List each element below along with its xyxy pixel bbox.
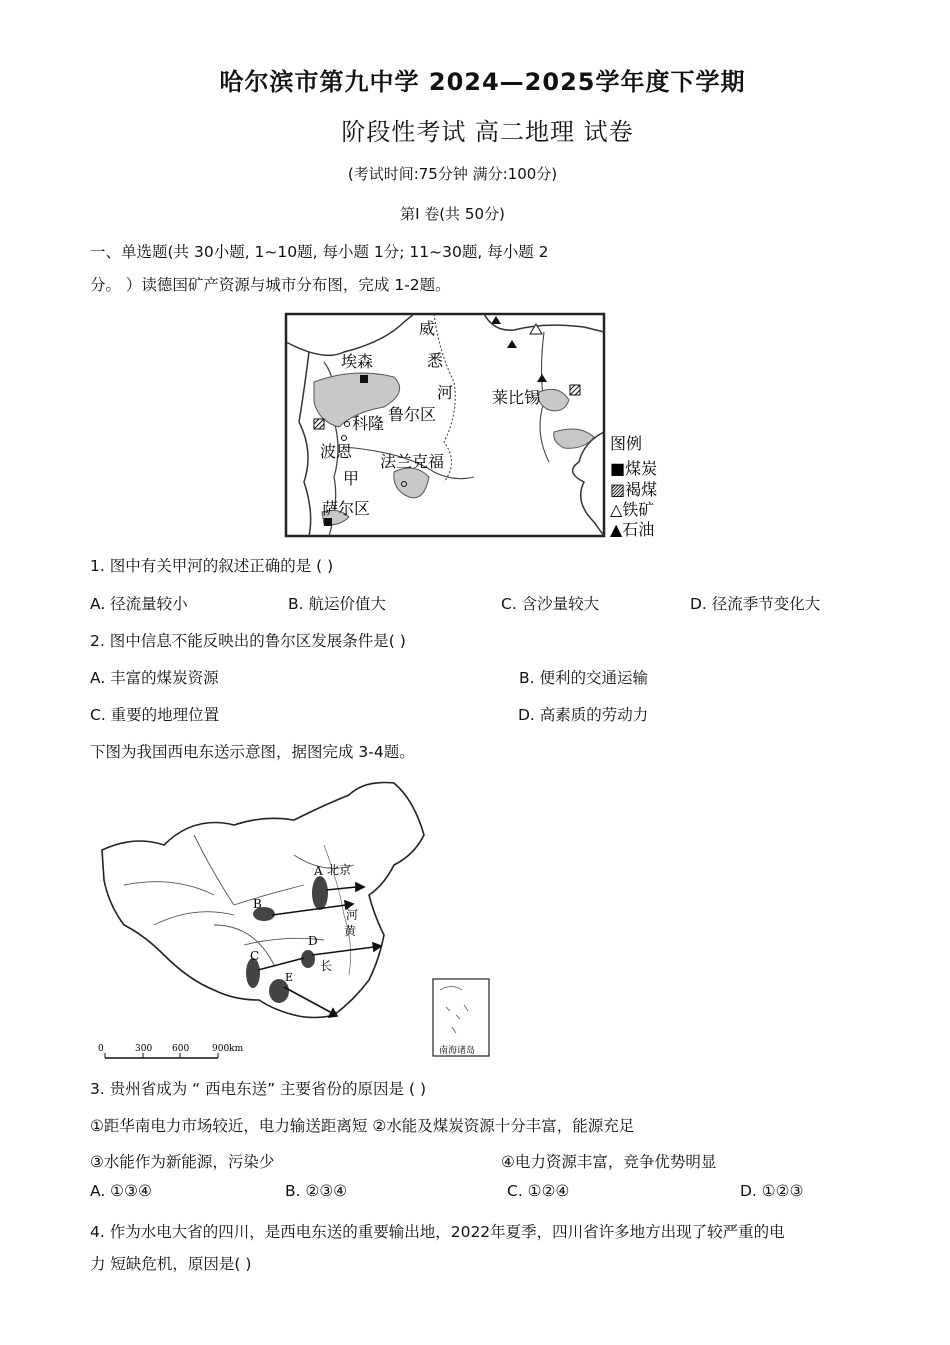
q3-option-a[interactable]: A. ①③④	[90, 1182, 152, 1200]
map-label-ruer: 鲁尔区	[388, 405, 437, 424]
q2-option-b[interactable]: B. 便利的交通运输	[519, 669, 648, 687]
legend-title: 图例	[610, 434, 643, 453]
section-instructions-line2: 分。 ）读德国矿产资源与城市分布图，完成 1-2题。	[90, 276, 451, 294]
question-3-stem: 3. 贵州省成为 “ 西电东送” 主要省份的原因是 ( )	[90, 1080, 427, 1098]
label-E: E	[285, 971, 294, 984]
label-C: C	[250, 949, 260, 963]
region-A	[312, 876, 328, 910]
question-4-stem: 4. 作为水电大省的四川，是西电东送的重要输出地，2022年夏季，四川省许多地方出现了较严重的电	[90, 1223, 785, 1241]
label-B: B	[253, 897, 262, 911]
label-A: A	[314, 864, 323, 878]
coal-symbol	[360, 375, 368, 383]
q3-statement-3: ③水能作为新能源，污染少	[90, 1153, 275, 1171]
exam-title: 哈尔滨市第九中学 2024—2025学年度下学期	[219, 68, 746, 96]
q2-option-c[interactable]: C. 重要的地理位置	[90, 706, 220, 724]
label-beijing: 北京	[327, 863, 352, 877]
label-D: D	[308, 934, 318, 948]
question-1-stem: 1. 图中有关甲河的叙述正确的是 ( )	[90, 557, 334, 575]
q3-option-b[interactable]: B. ②③④	[285, 1182, 348, 1200]
map-label-aisen: 埃森	[341, 352, 374, 371]
q1-option-a[interactable]: A. 径流量较小	[90, 595, 188, 613]
inset-label: 南海诸岛	[439, 1046, 476, 1056]
q2-option-d[interactable]: D. 高素质的劳动力	[518, 706, 649, 724]
scale-300: 300	[135, 1044, 153, 1054]
legend-lignite: ▨褐煤	[610, 480, 658, 499]
map-label-xi: 悉	[427, 351, 444, 370]
label-he: 河	[346, 908, 359, 922]
question-2-stem: 2. 图中信息不能反映出的鲁尔区发展条件是( )	[90, 632, 406, 650]
map-label-he: 河	[437, 383, 454, 402]
map-label-jia: 甲	[343, 469, 360, 488]
china-outline	[102, 783, 424, 1018]
map-label-kelong: 科隆	[352, 414, 385, 433]
question-4-stem-line2: 力 短缺危机，原因是( )	[90, 1255, 252, 1273]
exam-info: (考试时间:75分钟 满分:100分)	[347, 165, 558, 183]
exam-subtitle: 阶段性考试 高二地理 试卷	[341, 118, 634, 146]
map-label-wei: 威	[419, 319, 436, 338]
q2-option-a[interactable]: A. 丰富的煤炭资源	[90, 669, 219, 687]
map-label-laibixi: 莱比锡	[492, 388, 541, 407]
q1-option-b[interactable]: B. 航运价值大	[288, 595, 386, 613]
coal-symbol	[324, 518, 332, 526]
scale-0: 0	[98, 1044, 104, 1054]
legend-coal: ■煤炭	[610, 459, 658, 478]
label-huang: 黄	[344, 924, 357, 938]
section-instructions: 一、单选题(共 30小题, 1~10题, 每小题 1分; 11~30题, 每小题 2	[90, 243, 549, 261]
volume-heading: 第Ⅰ 卷(共 50分)	[400, 205, 505, 223]
south-china-sea-inset	[433, 979, 489, 1056]
china-power-map	[94, 775, 494, 1060]
legend-iron: △铁矿	[610, 500, 655, 519]
q3-statement-4: ④电力资源丰富，竞争优势明显	[501, 1153, 717, 1171]
map-label-boen: 波恩	[320, 442, 353, 461]
q1-option-d[interactable]: D. 径流季节变化大	[690, 595, 821, 613]
map2-intro: 下图为我国西电东送示意图，据图完成 3-4题。	[90, 743, 415, 761]
scale-900km: 900km	[212, 1044, 244, 1054]
map-label-falankefu: 法兰克福	[380, 452, 445, 471]
legend-oil: ▲石油	[610, 520, 655, 539]
label-chang: 长	[320, 959, 333, 973]
q3-option-c[interactable]: C. ①②④	[507, 1182, 570, 1200]
q3-statements-1-2: ①距华南电力市场较近，电力输送距离短 ②水能及煤炭资源十分丰富，能源充足	[90, 1117, 635, 1135]
q3-option-d[interactable]: D. ①②③	[740, 1182, 804, 1200]
scale-600: 600	[172, 1044, 190, 1054]
q1-option-c[interactable]: C. 含沙量较大	[501, 595, 600, 613]
germany-resource-map	[284, 312, 669, 542]
map-label-saer: 萨尔区	[322, 499, 371, 518]
